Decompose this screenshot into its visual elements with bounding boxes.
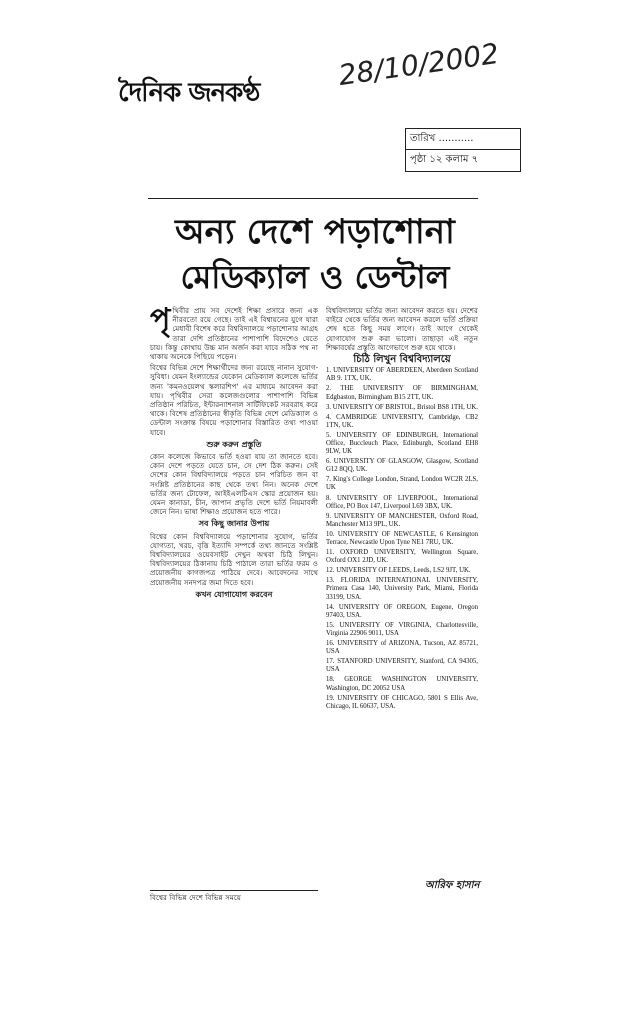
list-item: 6. UNIVERSITY OF GLASGOW, Glasgow, Scotland G12 8QQ, UK.: [326, 458, 478, 474]
left-column: [150, 302, 318, 602]
list-item: 9. UNIVERSITY OF MANCHESTER, Oxford Road, Manchester M13 9PL, UK.: [326, 512, 478, 528]
subheading: শুরু করুন প্রস্তুতি: [206, 438, 262, 449]
paragraph: বিশ্বের বিভিন্ন দেশে শিক্ষার্থীদের জন্য রয়েছে নানান সুযোগ-সুবিধা। যেমন ইংল্যান্ডের যেকোন মেডিক্যাল কলেজে ভর্তির জন্য 'কমনওয়েলথ স্কলারশিপ' এর মাধ্যমে আবেদন করা যায়। পৃথিবীর সেরা কলেজগুলোর পাশাপাশি বিভিন্ন প্রতিষ্ঠান পরিচিত, ইন্টারন্যাশনাল সার্টিফিকেট সরবরাহ করে থাকে। বিশেষ প্রতিষ্ঠানের স্বীকৃতি বিভিন্ন দেশে মেডিক্যাল ও ডেন্টাল সংক্রান্ত বিষয়ে পড়াশোনার বিস্তারিত তথ্য পাওয়া যাবে।: [150, 363, 318, 437]
subheading: সব কিছু জানার উপায়: [198, 518, 270, 529]
archive-stamp: [405, 128, 521, 172]
headline-line1: অন্য দেশে পড়াশোনা: [175, 212, 455, 252]
list-item: 17. STANFORD UNIVERSITY, Stanford, CA 94305, USA: [326, 658, 478, 674]
paragraph: বিশ্ববিদ্যালয়ে ভর্তির জন্য আবেদন করতে হয়। দেশের বাইরে থেকে ভর্তির জন্য আবেদন করলে ভর্তি প্রক্রিয়া শেষ হতে কিছু সময় লাগে। তাই আগে থেকেই যোগাযোগ শুরু করা ভালো। তাছাড়া এই নতুন শিক্ষাবর্ষের প্রস্তুতি আগেভাগে শুরু হয়ে থাকে।: [326, 306, 478, 352]
paragraph: থিবীর প্রায় সব দেশেই শিক্ষা প্রসারে জন্য এক নীরবতো রয়ে গেছে। তাই এই বিশ্বায়নের যুগে যারা মেধাবী বিশেষ করে বিশ্ববিদ্যালয়ে পড়াশোনার আগ্রহ তারা দেশি প্রতিষ্ঠানের পাশাপাশি বিদেশেও যেতে চায়। কিন্তু কোথায় উচ্চ মান অর্জন করা যাবে সঠিক পথ না থাকায় অনেকে পিছিয়ে পড়েন।: [150, 306, 318, 362]
right-column: [326, 306, 478, 713]
list-item: 15. UNIVERSITY OF VIRGINIA, Charlottesville, Virginia 22906 9011, USA: [326, 621, 478, 637]
list-item: 12. UNIVERSITY OF LEEDS, Leeds, LS2 9JT, UK.: [326, 567, 471, 575]
subheading: চিঠি লিখুন বিশ্ববিদ্যালয়ে: [353, 354, 451, 366]
list-item: 7. King's College London, Strand, London WC2R 2LS, UK: [326, 476, 478, 492]
continued-text: বিশ্বের বিভিন্ন দেশে বিভিন্ন সময়ে: [150, 890, 318, 905]
paragraph: বিশ্বের কোন বিশ্ববিদ্যালয়ে পড়াশোনার সুযোগ, ভর্তির যোগ্যতা, খরচ, বৃত্তি ইত্যাদি সম্পর্কে তথ্য জানতে সংশ্লিষ্ট বিশ্ববিদ্যালয়ের ওয়েবসাইট দেখুন অথবা চিঠি লিখুন। বিশ্ববিদ্যালয়ের ঠিকানায় চিঠি পাঠালে তারা ভর্তির ফরম ও প্রয়োজনীয় কাগজপত্র পাঠিয়ে দেবে। আবেদনের সাথে প্রয়োজনীয় সনদপত্র জমা দিতে হবে।: [150, 531, 318, 587]
university-list: [326, 367, 478, 711]
list-item: 11. OXFORD UNIVERSITY, Wellington Square, Oxford OX1 2JD, UK.: [326, 549, 478, 565]
list-item: 2. THE UNIVERSITY OF BIRMINGHAM, Edgbaston, Birmingham B15 2TT, UK.: [326, 385, 478, 401]
list-item: 10. UNIVERSITY OF NEWCASTLE, 6 Kensington Terrace, Newcastle Upon Tyne NE1 7RU, UK.: [326, 530, 478, 546]
headline-line2: মেডিক্যাল ও ডেন্টাল: [180, 258, 450, 296]
subheading: কখন যোগাযোগ করবেন: [195, 588, 273, 599]
stamp-page-line: পৃষ্ঠা ১২ কলাম ৭: [410, 154, 479, 165]
list-item: 13. FLORIDA INTERNATIONAL UNIVERSITY, Primera Casa 140, University Park, Miami, Florida 33199, USA.: [326, 577, 478, 601]
list-item: 5. UNIVERSITY OF EDINBURGH, International Office, Buccleuch Place, Edinburgh, Scotland EH8 9LW, UK: [326, 431, 478, 456]
list-item: 4. CAMBRIDGE UNIVERSITY, Cambridge, CB2 1TN, UK.: [326, 413, 478, 429]
list-item: 16. UNIVERSITY of ARIZONA, Tucson, AZ 85721, USA: [326, 640, 478, 656]
stamp-date-line: তারিখ ...........: [406, 129, 520, 150]
paragraph: কোন কলেজে কিভাবে ভর্তি হওয়া যায় তা জানতে হবে। কোন দেশে পড়তে যেতে চান, সে দেশ ঠিক করুন। সেই দেশের কোন বিশ্ববিদ্যালয়ে পড়তে চান পরিচিত জন বা সংশ্লিষ্ট প্রতিষ্ঠানের কাছ থেকে তথ্য নিন। অনেক দেশে ভর্তির জন্য টোফেল, আইইএলটিএস স্কোর প্রয়োজন হয়। যেমন কানাডা, চীন, জাপান প্রভৃতি দেশে ভর্তি নিয়মাবলী জেনে নিন। ভাষা শিক্ষাও প্রয়োজন হতে পারে।: [150, 452, 318, 517]
list-item: 19. UNIVERSITY OF CHICAGO, 5801 S Ellis Ave, Chicago, IL 60637, USA.: [326, 694, 478, 710]
list-item: 3. UNIVERSITY OF BRISTOL, Bristol BS8 1TH, UK.: [326, 403, 478, 411]
byline: আরিফ হাসান: [425, 880, 480, 891]
drop-cap: পৃ: [150, 302, 171, 337]
list-item: 18. GEORGE WASHINGTON UNIVERSITY, Washington, DC 20052 USA: [326, 676, 478, 692]
list-item: 8. UNIVERSITY OF LIVERPOOL, International Office, PO Box 147, Liverpool L69 3BX, UK.: [326, 494, 478, 510]
list-item: 14. UNIVERSITY OF OREGON, Eugene, Oregon 97403, USA.: [326, 603, 478, 619]
newspaper-logo: দৈনিক জনকণ্ঠ: [118, 78, 260, 108]
list-item: 1. UNIVERSITY OF ABERDEEN, Aberdeen Scotland AB 9. 1TX, UK.: [326, 367, 478, 383]
handwritten-date: 28/10/2002: [336, 36, 501, 93]
divider: [148, 198, 478, 199]
